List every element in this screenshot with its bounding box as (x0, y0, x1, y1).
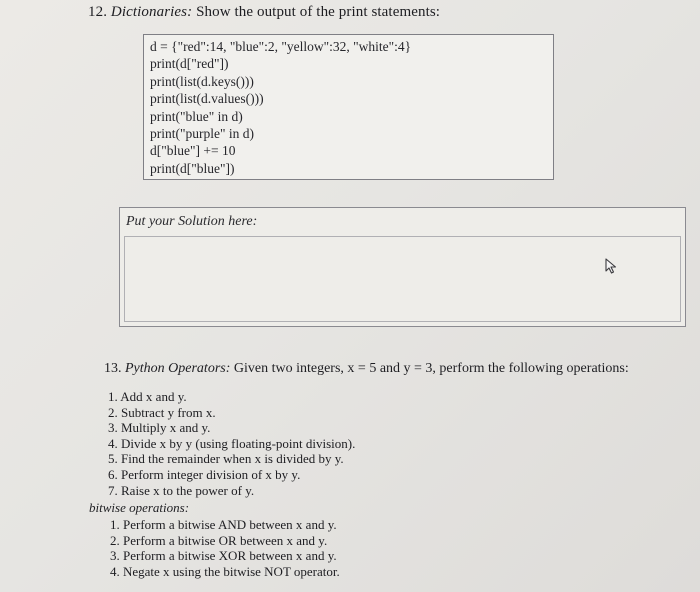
bitwise-operations-list (110, 517, 340, 579)
list-item: 3. Perform a bitwise XOR between x and y. (110, 548, 337, 564)
question-13-topic: Python Operators: (125, 361, 231, 376)
code-line: print(d["red"]) (150, 56, 229, 72)
list-item: 4. Negate x using the bitwise NOT operator. (110, 563, 340, 579)
question-12-topic: Dictionaries: (110, 4, 193, 20)
code-line: d["blue"] += 10 (150, 143, 236, 159)
operations-list (108, 389, 355, 498)
mouse-pointer-icon (604, 258, 618, 274)
code-line: print(d["blue"]) (150, 160, 235, 176)
list-item: 1. Perform a bitwise AND between x and y. (110, 517, 337, 532)
bitwise-heading: bitwise operations: (89, 500, 190, 515)
solution-box[interactable] (119, 207, 686, 327)
question-12-title (88, 4, 440, 21)
list-item: 6. Perform integer division of x by y. (108, 466, 301, 482)
code-box (143, 34, 554, 180)
question-13-title (104, 361, 629, 377)
code-line: print("blue" in d) (150, 108, 243, 124)
solution-answer-area[interactable] (124, 236, 681, 322)
code-line: print("purple" in d) (150, 126, 254, 142)
question-12-prompt: Show the output of the print statements: (196, 4, 441, 20)
list-item: 3. Multiply x and y. (108, 420, 211, 436)
question-13-prompt: Given two integers, x = 5 and y = 3, perform the following operations: (233, 361, 629, 376)
list-item: 1. Add x and y. (108, 389, 187, 404)
solution-label: Put your Solution here: (126, 214, 258, 229)
list-item: 2. Subtract y from x. (108, 404, 216, 420)
list-item: 7. Raise x to the power of y. (108, 482, 255, 498)
list-item: 2. Perform a bitwise OR between x and y. (110, 532, 328, 548)
code-line: d = {"red":14, "blue":2, "yellow":32, "white":4} (150, 39, 412, 54)
code-line: print(list(d.keys())) (150, 73, 254, 89)
list-item: 5. Find the remainder when x is divided by y. (108, 451, 344, 467)
question-12-number: 12. (88, 4, 108, 20)
list-item: 4. Divide x by y (using floating-point division). (108, 435, 356, 451)
code-line: print(list(d.values())) (150, 91, 264, 107)
question-13-number: 13. (104, 361, 122, 376)
